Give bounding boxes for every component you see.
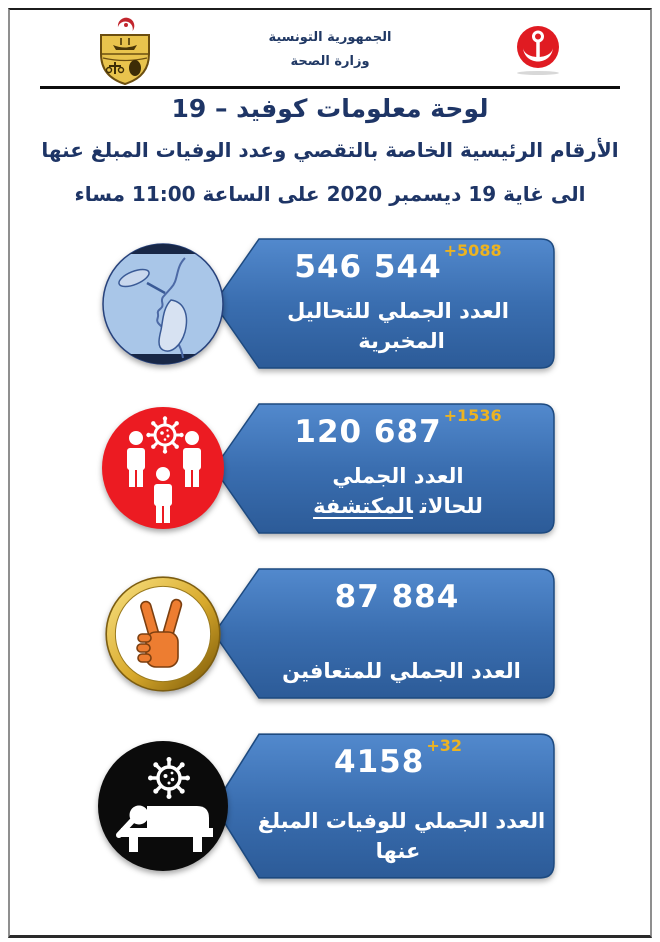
- stat-row-recovered: [0, 567, 660, 732]
- stat-delta: +1536: [443, 406, 502, 425]
- ministry-name: وزارة الصحة: [290, 54, 370, 69]
- victory-hand-icon: [104, 575, 222, 693]
- stat-row-deaths: [0, 732, 660, 897]
- swab-test-icon: [101, 242, 225, 366]
- stat-row-cases: [0, 402, 660, 567]
- stat-label: العدد الجملي للمتعافين: [282, 659, 521, 683]
- stat-banner: [213, 237, 555, 370]
- stat-label: العدد الجملي للوفيات المبلغ عنها: [257, 809, 546, 863]
- page-title: لوحة معلومات كوفيد – 19: [171, 94, 489, 123]
- stat-value: 546 544 $^{+5088}$: [294, 241, 502, 285]
- tunisia-coat-of-arms: [93, 16, 157, 88]
- header-divider: [40, 86, 620, 89]
- subtitle-scope: الأرقام الرئيسية الخاصة بالتقصي وعدد الوفيات المبلغ عنها: [41, 138, 619, 162]
- stat-delta: +32: [426, 736, 462, 755]
- death-bed-virus-icon: [95, 738, 231, 874]
- stat-row-lab-tests: [0, 237, 660, 402]
- stat-value: 87 884: [334, 579, 460, 615]
- stat-banner: [213, 402, 555, 535]
- stat-label: العدد الجملي للتحاليل المخبرية: [287, 299, 509, 353]
- stat-banner: [213, 732, 555, 880]
- stat-value: 120 687 $^{+1536}$: [294, 406, 502, 450]
- stat-delta: +5088: [443, 241, 502, 260]
- health-ministry-logo: [514, 24, 562, 76]
- stat-label: العدد الجملي للحالاتالمكتشفة: [313, 464, 483, 518]
- subtitle-datetime: الى غاية 19 ديسمبر 2020 على الساعة 11:00 مساء: [74, 182, 586, 206]
- stat-value: 4158 $^{+32}$: [334, 736, 462, 780]
- cases-people-virus-icon: [100, 405, 226, 531]
- republic-name: الجمهورية التونسية: [268, 30, 392, 45]
- stat-banner: [213, 567, 555, 700]
